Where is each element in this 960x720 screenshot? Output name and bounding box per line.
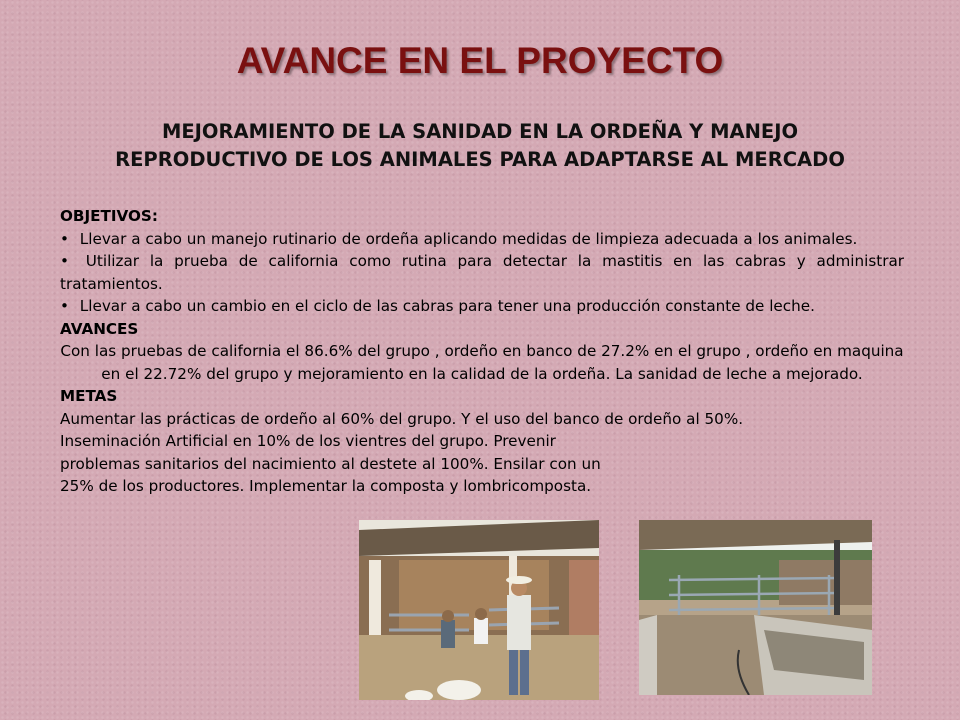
subtitle-line-2: REPRODUCTIVO DE LOS ANIMALES PARA ADAPTARSE AL MERCADO (115, 148, 845, 171)
metas-heading: METAS (60, 387, 118, 405)
objetivo-item-1 (60, 228, 904, 251)
avances-text: Con las pruebas de california el 86.6% del grupo , ordeño en banco de 27.2% en el grupo , ordeño en maquina en el 22.72% del grupo y mejoramiento en la calidad de la ordeña. La sanidad de leche a mejorado. (60, 342, 904, 383)
objetivos-heading: OBJETIVOS: (60, 207, 158, 225)
metas-text-2-wrap (60, 430, 620, 498)
corral-photo (639, 520, 872, 695)
page-title: AVANCE EN EL PROYECTO (236, 40, 724, 81)
milking-shed-photo (359, 520, 599, 700)
objetivo-text-1: Llevar a cabo un manejo rutinario de ordeña aplicando medidas de limpieza adecuada a los animales. (79, 229, 858, 248)
bullet-icon: • (60, 252, 69, 270)
objetivo-item-2 (60, 250, 904, 295)
subtitle-line-1: MEJORAMIENTO DE LA SANIDAD EN LA ORDEÑA Y MANEJO (161, 120, 799, 143)
metas-text-1: Aumentar las prácticas de ordeño al 60% del grupo. Y el uso del banco de ordeño al 50%. (60, 409, 744, 428)
objetivo-text-2: Utilizar la prueba de california como rutina para detectar la mastitis en las cabras y administrar tratamientos. (60, 252, 904, 293)
bullet-icon: • (60, 229, 69, 248)
objetivo-item-3 (60, 295, 904, 318)
metas-text-2: Inseminación Artificial en 10% de los vientres del grupo. Prevenir problemas sanitarios del nacimiento al destete al 100%. Ensilar con un 25% de los productores. Implementar la composta y lombricomposta. (60, 432, 601, 495)
content-body (60, 205, 904, 498)
avances-heading: AVANCES (60, 319, 139, 338)
bullet-icon: • (60, 297, 69, 315)
objetivo-text-3: Llevar a cabo un cambio en el ciclo de las cabras para tener una producción constante de leche. (79, 297, 815, 315)
project-subtitle (40, 118, 920, 174)
